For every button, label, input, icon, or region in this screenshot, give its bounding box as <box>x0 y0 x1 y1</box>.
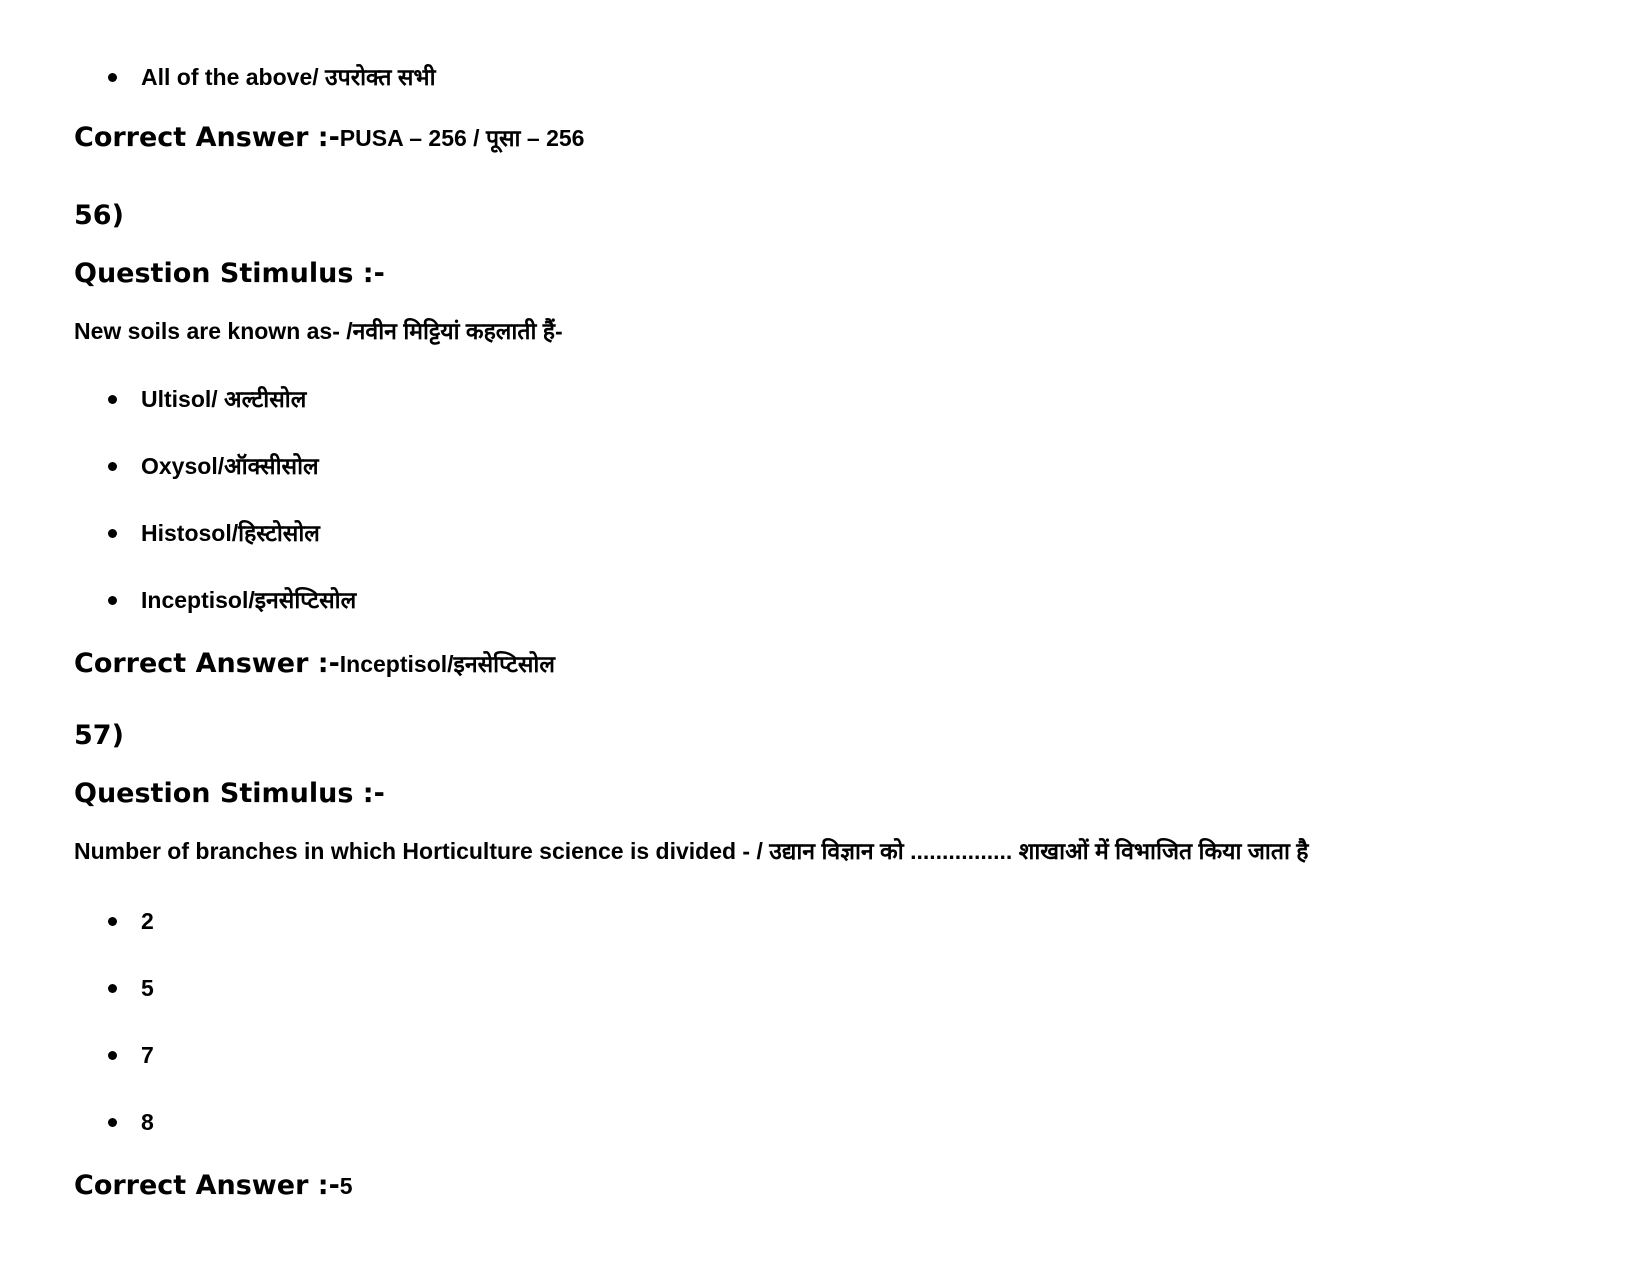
bullet-icon <box>108 917 117 926</box>
option-item <box>108 1044 154 1067</box>
option-text: 2 <box>141 908 154 934</box>
option-item <box>108 66 436 89</box>
correct-answer-line <box>74 124 584 151</box>
option-text: 8 <box>141 1109 154 1135</box>
question-stimulus-label: Question Stimulus :- <box>74 778 385 809</box>
option-text: Ultisol/ अल्टीसोल <box>141 386 307 412</box>
question-number: 56) <box>74 200 124 231</box>
question-stimulus-label: Question Stimulus :- <box>74 258 385 289</box>
correct-answer-label: Correct Answer :- <box>74 648 340 679</box>
option-text: 5 <box>141 975 154 1001</box>
option-item <box>108 977 154 1000</box>
correct-answer-label: Correct Answer :- <box>74 122 340 153</box>
option-item <box>108 910 154 933</box>
option-item <box>108 522 320 545</box>
question-number: 57) <box>74 720 124 751</box>
correct-answer-value: Inceptisol/इनसेप्टिसोल <box>339 651 555 677</box>
option-text: Oxysol/ऑक्सीसोल <box>141 453 319 479</box>
bullet-icon <box>108 1118 117 1127</box>
option-item <box>108 388 306 411</box>
question-stimulus-text: New soils are known as- /नवीन मिट्टियां कहलाती हैं- <box>74 318 563 344</box>
bullet-icon <box>108 529 117 538</box>
option-item <box>108 1111 154 1134</box>
option-text: Inceptisol/इनसेप्टिसोल <box>141 587 357 613</box>
bullet-icon <box>108 73 117 82</box>
option-item <box>108 589 356 612</box>
bullet-icon <box>108 395 117 404</box>
correct-answer-label: Correct Answer :- <box>74 1170 340 1201</box>
bullet-icon <box>108 984 117 993</box>
correct-answer-value: PUSA – 256 / पूसा – 256 <box>339 125 585 151</box>
option-item <box>108 455 319 478</box>
bullet-icon <box>108 596 117 605</box>
bullet-icon <box>108 462 117 471</box>
correct-answer-line <box>74 1172 353 1199</box>
correct-answer-value: 5 <box>339 1173 353 1199</box>
option-text: All of the above/ उपरोक्त सभी <box>141 64 436 90</box>
bullet-icon <box>108 1051 117 1060</box>
correct-answer-line <box>74 650 555 677</box>
option-text: 7 <box>141 1042 154 1068</box>
question-stimulus-text: Number of branches in which Horticulture science is divided - / उद्यान विज्ञान को ................ शाखाओं में विभाजित किया जाता है <box>74 838 1309 864</box>
option-text: Histosol/हिस्टोसोल <box>141 520 320 546</box>
